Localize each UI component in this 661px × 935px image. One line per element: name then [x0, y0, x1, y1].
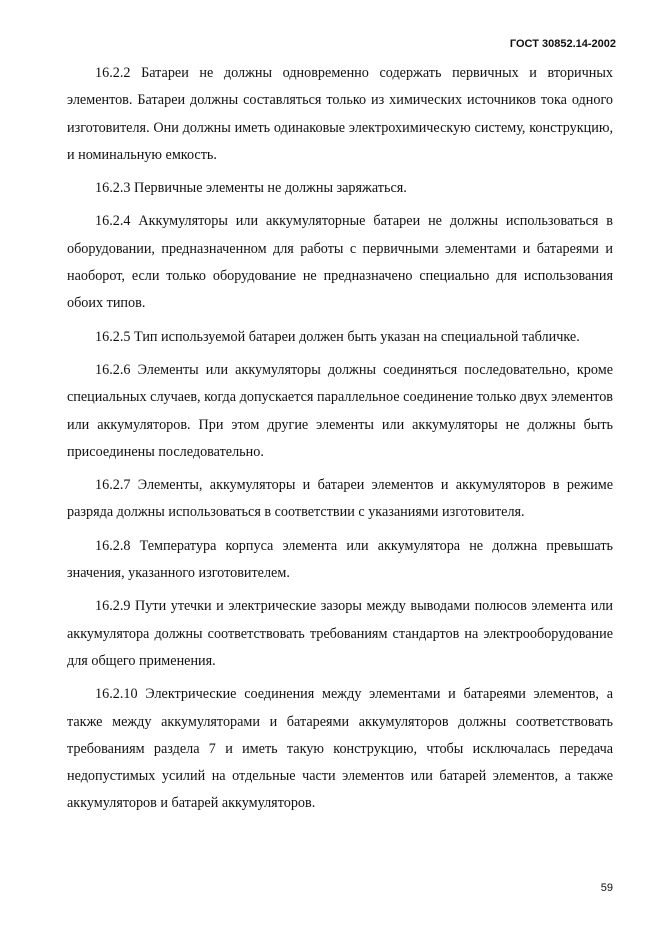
paragraph-16-2-10: 16.2.10 Электрические соединения между элементами и батареями элементов, а также между аккумуляторами и батареями аккумуляторов должны соответствовать требованиям раздела 7 и иметь такую конструкцию, чтобы исключалась передача недопустимых усилий на отдельные части элементов или батарей элементов, а также аккумуляторов и батарей аккумуляторов.: [67, 686, 613, 812]
page-number: 59: [600, 882, 613, 894]
paragraph-16-2-8: 16.2.8 Температура корпуса элемента или аккумулятора не должна превышать значения, указанного изготовителем.: [67, 537, 613, 582]
paragraph-16-2-4: 16.2.4 Аккумуляторы или аккумуляторные батареи не должны использоваться в оборудовании, предназначенном для работы с первичными элементами и батареями и наоборот, если только оборудование не предназначено специально для использования обоих типов.: [67, 213, 613, 312]
paragraph-16-2-3: 16.2.3 Первичные элементы не должны заряжаться.: [95, 180, 407, 197]
paragraph-16-2-5: 16.2.5 Тип используемой батареи должен быть указан на специальной табличке.: [95, 328, 580, 345]
paragraph-16-2-6: 16.2.6 Элементы или аккумуляторы должны соединяться последовательно, кроме специальных случаев, когда допускается параллельное соединение только двух элементов или аккумуляторов. При этом другие элементы или аккумуляторы не должны быть присоединены последовательно.: [67, 361, 613, 460]
paragraph-16-2-2: 16.2.2 Батареи не должны одновременно содержать первичных и вторичных элементов. Батареи должны составляться только из химических источников тока одного изготовителя. Они должны иметь одинаковые электрохимическую систему, конструкцию, и номинальную емкость.: [67, 65, 613, 163]
document-code-header: ГОСТ 30852.14-2002: [509, 38, 616, 50]
document-body: [67, 60, 613, 824]
paragraph-16-2-9: 16.2.9 Пути утечки и электрические зазоры между выводами полюсов элемента или аккумулятора должны соответствовать требованиям стандартов на электрооборудование для общего применения.: [67, 598, 613, 669]
paragraph-16-2-7: 16.2.7 Элементы, аккумуляторы и батареи элементов и аккумуляторов в режиме разряда должны использоваться в соответствии с указаниями изготовителя.: [67, 477, 613, 521]
